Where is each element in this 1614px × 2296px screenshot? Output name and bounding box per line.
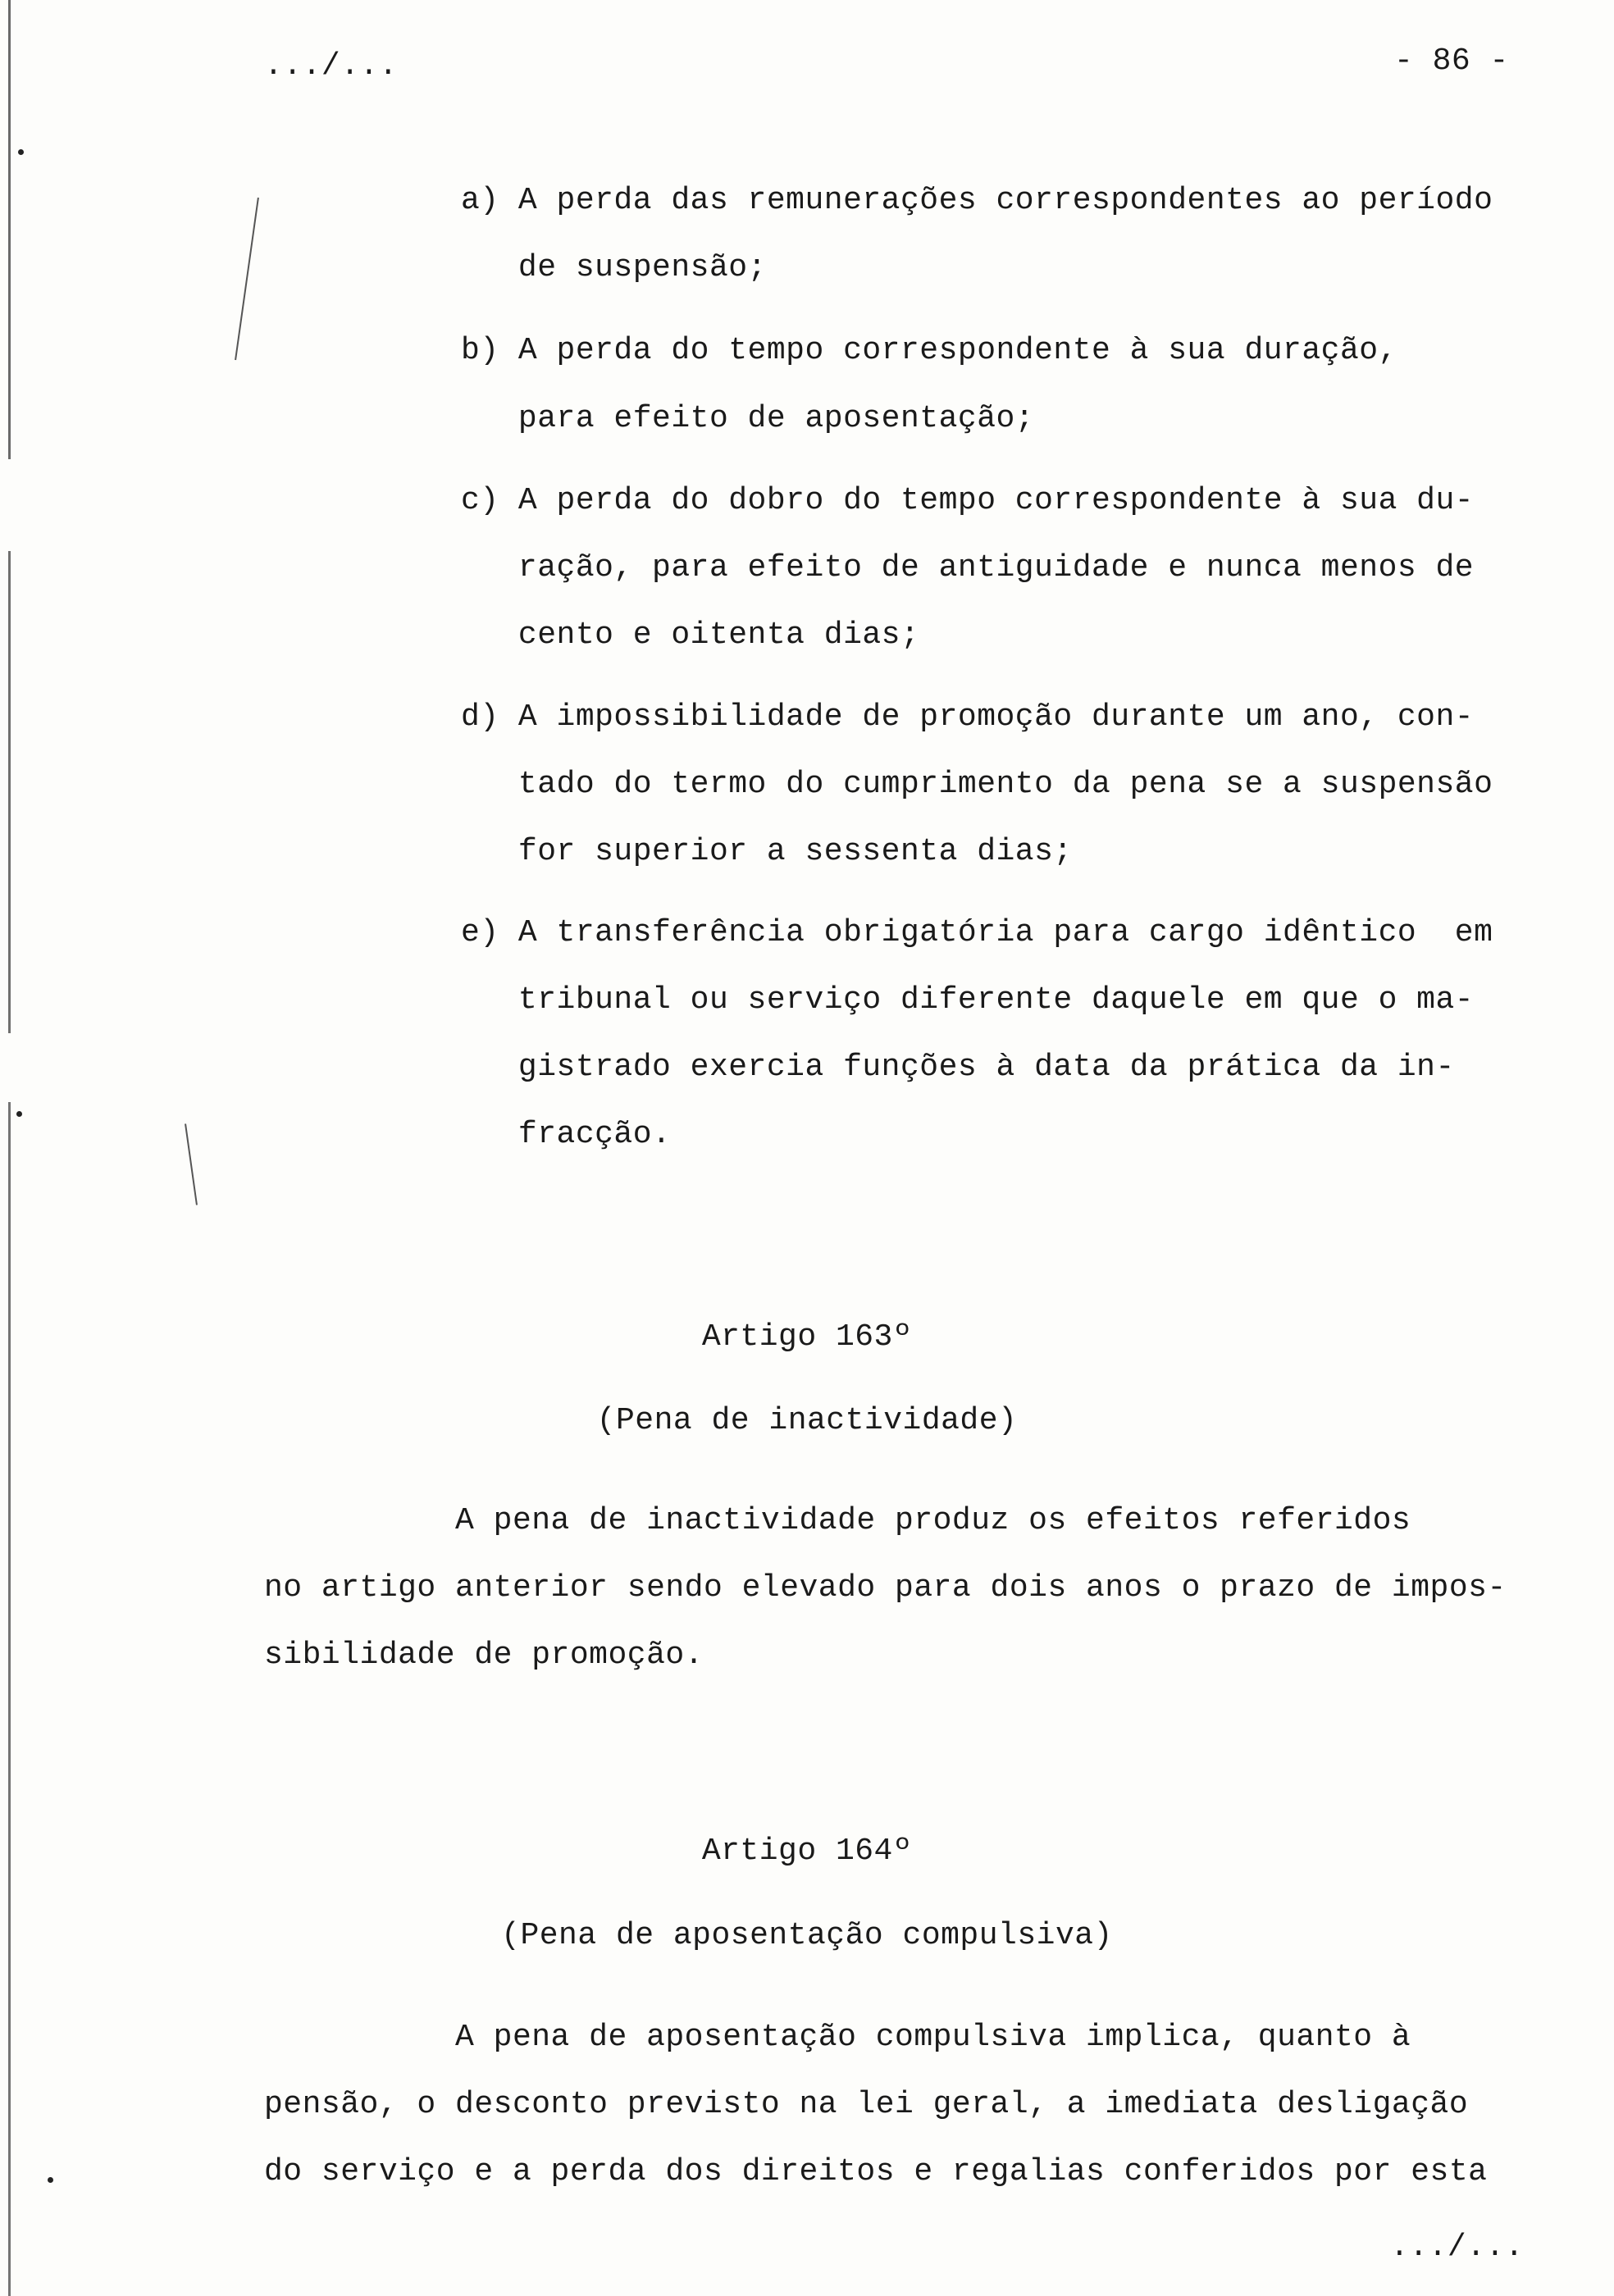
article-163-line-2: no artigo anterior sendo elevado para dois anos o prazo de impos- [264,1570,1507,1606]
item-e-line-1: e) A transferência obrigatória para cargo idêntico em [461,915,1493,950]
scan-speck [16,1111,22,1117]
article-163-line-1: A pena de inactividade produz os efeitos referidos [264,1503,1411,1538]
scan-speck [18,149,24,155]
article-164-line-2: pensão, o desconto previsto na lei geral, a imediata desligação [264,2087,1469,2122]
page-number: - 86 - [1394,43,1509,79]
scan-speck [48,2177,53,2183]
item-c-line-3: cento e oitenta dias; [461,617,920,653]
article-164-line-3: do serviço e a perda dos direitos e regalias conferidos por esta [264,2154,1488,2189]
scan-stroke [185,1123,198,1205]
item-e-line-3: gistrado exercia funções à data da prática da in- [461,1050,1455,1085]
item-e-line-2: tribunal ou serviço diferente daquele em que o ma- [461,982,1475,1018]
item-c-line-2: ração, para efeito de antiguidade e nunca menos de [461,550,1475,585]
article-164-line-1: A pena de aposentação compulsiva implica, quanto à [264,2020,1411,2055]
item-a-line-2: de suspensão; [461,250,767,285]
article-164-subtitle: (Pena de aposentação compulsiva) [501,1918,1113,1953]
scan-stroke [235,198,259,360]
article-163-title: Artigo 163º [701,1319,913,1355]
item-d-line-1: d) A impossibilidade de promoção durante um ano, con- [461,699,1475,735]
item-d-line-3: for superior a sessenta dias; [461,834,1073,869]
article-163-line-3: sibilidade de promoção. [264,1638,704,1673]
item-e-line-4: fracção. [461,1117,672,1152]
article-163-subtitle: (Pena de inactividade) [596,1403,1018,1438]
item-a-line-1: a) A perda das remunerações correspondentes ao período [461,183,1493,218]
item-b-line-2: para efeito de aposentação; [461,401,1035,436]
continuation-marker-bottom: .../... [1390,2230,1525,2265]
article-164-title: Artigo 164º [701,1834,913,1869]
item-b-line-1: b) A perda do tempo correspondente à sua duração, [461,333,1397,368]
item-c-line-1: c) A perda do dobro do tempo correspondente à sua du- [461,483,1475,518]
item-d-line-2: tado do termo do cumprimento da pena se a suspensão [461,767,1493,802]
continuation-marker-top: .../... [264,48,399,84]
